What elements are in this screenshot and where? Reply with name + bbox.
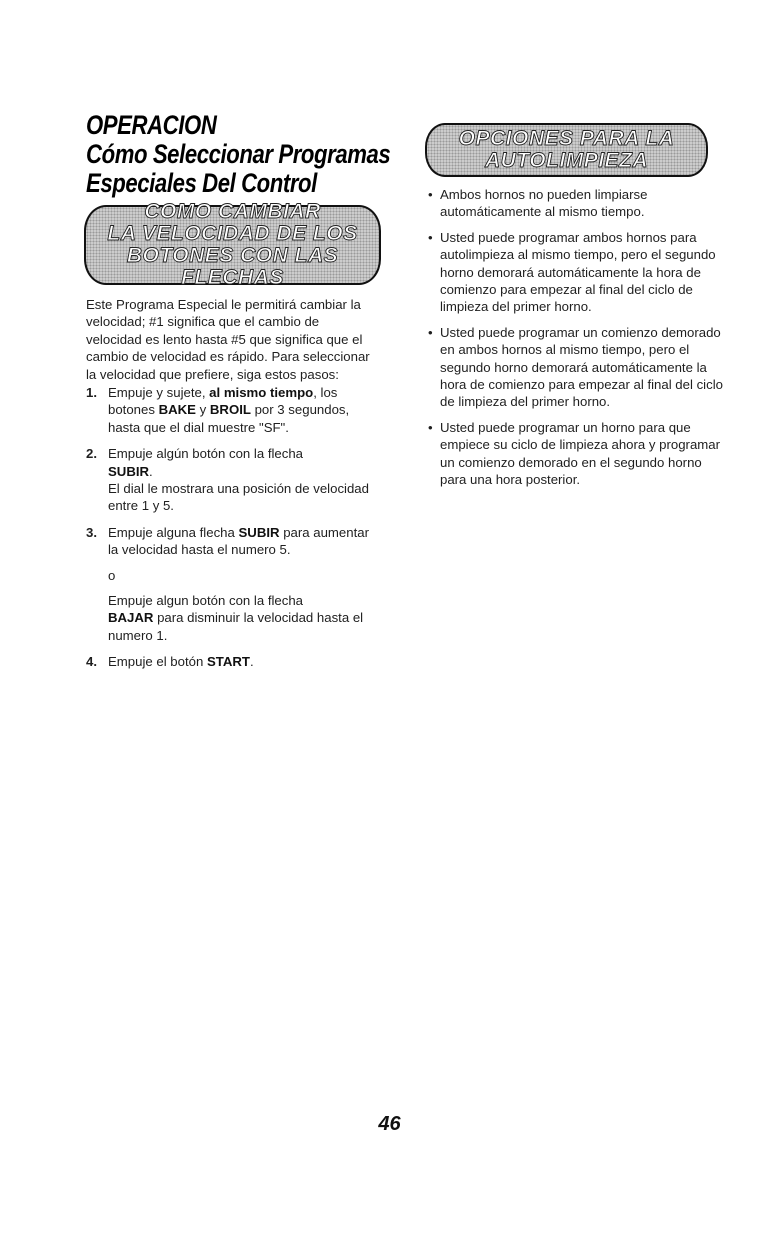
bullet-icon: • xyxy=(428,187,433,202)
step-text xyxy=(108,524,376,559)
step-text-part: Empuje el botón xyxy=(108,654,207,670)
bullet-item xyxy=(428,186,728,221)
section-title: OPERACION xyxy=(86,110,217,140)
self-clean-bullets xyxy=(428,186,728,497)
badge-line-2: AUTOLIMPIEZA xyxy=(484,149,649,172)
bullet-item xyxy=(428,419,728,489)
step-text xyxy=(108,653,376,670)
or-separator: o xyxy=(108,567,116,583)
speed-change-badge xyxy=(84,199,381,290)
step-text-part: para aumentar la velocidad hasta el numero 5. xyxy=(108,524,369,558)
left-column-heading xyxy=(86,110,391,198)
badge-line-3: BOTONES CON LAS FLECHAS xyxy=(126,244,339,290)
step-number: 2. xyxy=(86,446,97,462)
badge-line-2: LA VELOCIDAD DE LOS xyxy=(107,221,358,245)
bullet-text: Usted puede programar ambos hornos para autolimpieza al mismo tiempo, pero el segundo horno demorará automáticamente la hora de comienzo para empezar al final del ciclo de limpieza del primer horno. xyxy=(440,229,716,315)
up-arrow-key-label: SUBIR xyxy=(108,463,150,479)
section-subtitle-line-1: Cómo Seleccionar Programas xyxy=(86,139,391,169)
bullet-item xyxy=(428,229,728,316)
step-text-part: Empuje y sujete, xyxy=(108,385,210,400)
page-number: 46 xyxy=(378,1113,401,1135)
step-number: 3. xyxy=(86,524,97,540)
broil-key-label: BROIL xyxy=(209,402,251,418)
badge-line-1: OPCIONES PARA LA xyxy=(458,126,675,150)
bullet-icon: • xyxy=(428,419,433,435)
start-key-label: START xyxy=(206,654,250,670)
step-text-part: Empuje alguna flecha xyxy=(108,524,239,540)
steps-list xyxy=(86,384,376,680)
bullet-item xyxy=(428,324,728,411)
step-text xyxy=(108,445,376,480)
step-text-part: Empuje algun botón con la flecha xyxy=(108,593,304,609)
step-number: 1. xyxy=(86,385,97,400)
bullet-text: Usted puede programar un comienzo demorado en ambos hornos al mismo tiempo, pero el segundo horno demorará automáticamente la hora de comienzo para empezar al final del ciclo de limpieza del primer horno. xyxy=(440,324,723,410)
bullet-text: Ambos hornos no pueden limpiarse automáticamente al mismo tiempo. xyxy=(440,187,648,220)
step-emphasis: al mismo tiempo xyxy=(209,385,314,400)
step-2 xyxy=(86,445,376,515)
step-1 xyxy=(86,384,376,436)
step-text-part: para disminuir la velocidad hasta el numero 1. xyxy=(108,610,364,643)
step-4 xyxy=(86,653,376,670)
bullet-icon: • xyxy=(428,324,433,340)
step-text-part: Empuje algún botón con la flecha xyxy=(108,446,304,462)
step-text xyxy=(108,384,376,436)
step-text-part: . xyxy=(249,654,254,670)
intro-paragraph: Este Programa Especial le permitirá cambiar la velocidad; #1 significa que el cambio de velocidad es lento hasta #5 que significa que el cambio de velocidad es rápido. Para seleccionar la velocidad que prefiere, siga estos pasos: xyxy=(86,297,370,382)
step-3 xyxy=(86,524,376,644)
self-clean-options-badge xyxy=(425,123,708,177)
step-text-part: y xyxy=(195,402,210,418)
section-subtitle-line-2: Especiales Del Control xyxy=(86,168,317,198)
down-arrow-key-label: BAJAR xyxy=(108,610,154,626)
step-text-part: . xyxy=(149,463,153,479)
up-arrow-key-label: SUBIR xyxy=(238,524,280,540)
step-text-part: por 3 segundos, hasta que el dial muestre "SF". xyxy=(108,402,350,435)
step-alt-text xyxy=(108,592,376,644)
step-text-part: , los botones xyxy=(108,385,338,418)
bullet-text: Usted puede programar un horno para que empiece su ciclo de limpieza ahora y programar un comienzo demorado en el segundo horno para una hora posterior. xyxy=(440,419,720,488)
step-number: 4. xyxy=(86,654,97,670)
step-note: El dial le mostrara una posición de velocidad entre 1 y 5. xyxy=(108,481,369,514)
bake-key-label: BAKE xyxy=(158,402,196,418)
bullet-icon: • xyxy=(428,229,433,245)
badge-line-1: COMO CAMBIAR xyxy=(144,199,321,223)
